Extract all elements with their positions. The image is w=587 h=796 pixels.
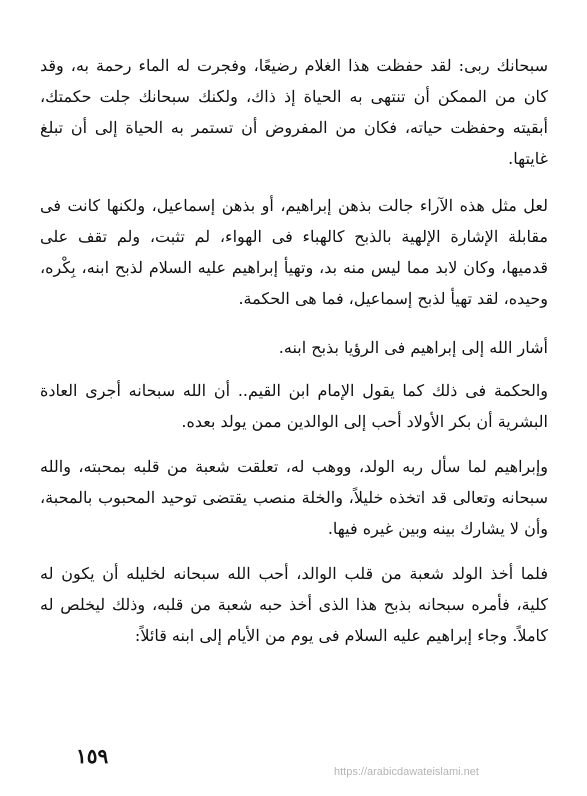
page-body-text bbox=[40, 50, 548, 651]
page-number: ١٥٩ bbox=[76, 744, 109, 768]
watermark-url: https://arabicdawateislami.net bbox=[334, 766, 479, 778]
paragraph-4: والحكمة فى ذلك كما يقول الإمام ابن القيم.. أن الله سبحانه أجرى العادة البشرية أن بكر الأولاد أحب إلى الوالدين ممن يولد بعده. bbox=[40, 381, 548, 431]
paragraph-5: وإبراهيم لما سأل ربه الولد، ووهب له، تعلقت شعبة من قلبه بمحبته، والله سبحانه وتعالى قد اتخذه خليلاً، والخلة منصب يقتضى توحيد المحبوب بالمحبة، وأن لا يشارك بينه وبين غيره فيها. bbox=[40, 457, 549, 538]
paragraph-6: فلما أخذ الولد شعبة من قلب الوالد، أحب الله سبحانه لخليله أن يكون له كلية، فأمره سبحانه بذبح هذا الذى أخذ حبه شعبة من قلبه، وذلك ليخلص له كاملاً. وجاء إبراهيم عليه السلام فى يوم من الأيام إلى ابنه قائلاً: bbox=[40, 564, 549, 645]
paragraph-2: لعل مثل هذه الآراء جالت بذهن إبراهيم، أو بذهن إسماعيل، ولكنها كانت فى مقابلة الإشارة الإلهية بالذبح كالهباء فى الهواء، لم تثبت، ولم تقف على قدميها، وكان لابد مما ليس منه بد، وتهيأ إبراهيم عليه السلام لذبح ابنه، بِكْره، وحيده، لقد تهيأ لذبح إسماعيل، فما هى الحكمة. bbox=[40, 196, 548, 308]
paragraph-1: سبحانك ربى: لقد حفظت هذا الغلام رضيعًا، وفجرت له الماء رحمة به، وقد كان من الممكن أن تنتهى به الحياة إذ ذاك، ولكنك سبحانك جلت حكمتك، أبقيته وحفظت حياته، فكان من المفروض أن تستمر به الحياة إلى أن تبلغ غايتها. bbox=[40, 56, 548, 168]
paragraph-3: أشار الله إلى إبراهيم فى الرؤيا بذبح ابنه. bbox=[278, 338, 548, 357]
